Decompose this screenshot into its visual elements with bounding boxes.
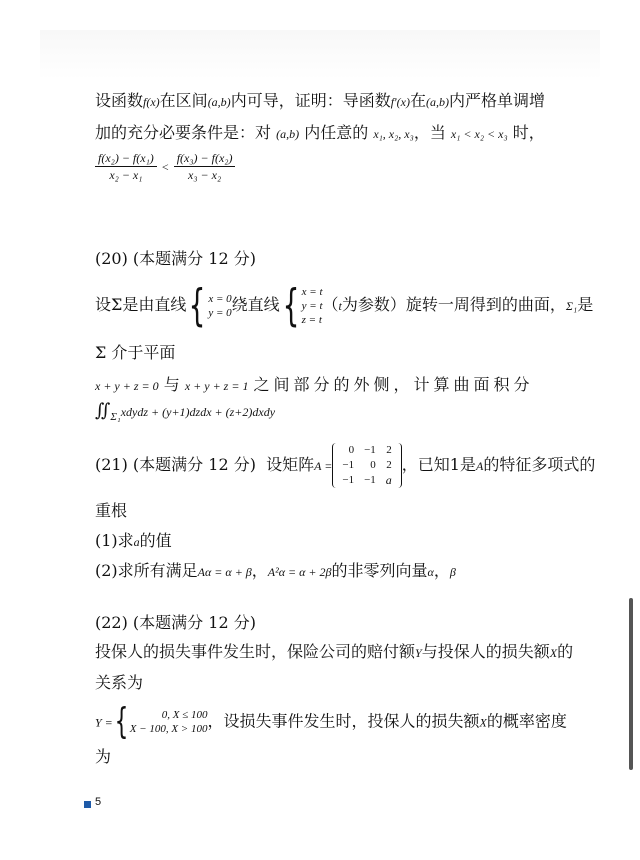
- scrollbar[interactable]: [629, 598, 633, 770]
- fraction-right: $\frac{\text{f(x₃) − f(x₂)}}{\text{x₃ − x₂}}$: [174, 150, 236, 183]
- q21-part-1: (1)求a的值: [95, 531, 172, 550]
- fraction-left: $\frac{\text{f(x₂) − f(x₁)}}{\text{x₂ − x₁}}$: [95, 150, 157, 183]
- q22-line-3: Y ={ 0, X ≤ 100 X − 100, X > 100 ，设损失事件发生时，投保人的损失额X的概率密度: [95, 701, 567, 742]
- q22-piecewise: 0, X ≤ 100 X − 100, X > 100: [129, 709, 208, 735]
- q22-header: (22) (本题满分 12 分): [95, 613, 256, 632]
- matrix-A: 0 −1 2 −1 0 2 −1 −1 a: [332, 443, 401, 488]
- q20-line-2: Σ 介于平面: [95, 343, 176, 362]
- q22-line-4: 为: [95, 747, 112, 766]
- q20-integral: $∬_{\Sigma_1}xdydz$ + (y+1)dzdx + (z+2)dxdy: [95, 400, 276, 424]
- q22-line-2: 关系为: [95, 673, 144, 692]
- page-marker: [84, 801, 91, 808]
- q19-line-2: 加的充分必要条件是：对 (a,b) 内任意的 x₁, x₂, x₃，当 x₁ < x₂ < x₃ 时，: [95, 123, 545, 142]
- q20-line-1: 设Σ是由直线{ x = 0 y = 0 绕直线{ x = t y = t z = t （t为参数）旋转一周得到的曲面，Σ₁是: [95, 279, 594, 331]
- q20-system-1: x = 0 y = 0: [208, 292, 232, 319]
- q19-inequality: $\frac{\text{f(x₂) − f(x₁)}}{\text{x₂ − x₁}}$ < $\frac{\text{f(x₃) − f(x₂)}}{\text{x₃ − x₂}}$: [95, 150, 235, 183]
- page-number: 5: [95, 796, 102, 808]
- q20-header: (20) (本题满分 12 分): [95, 249, 256, 268]
- q22-line-1: 投保人的损失事件发生时，保险公司的赔付额Y与投保人的损失额X的: [95, 642, 574, 661]
- top-fade: [40, 30, 600, 80]
- q21-line-1: (21) (本题满分 12 分) 设矩阵A = 0 −1 2 −1 0 2 −1 −1 a ，已知1是A的特征多项式的: [95, 444, 596, 487]
- q20-system-2: x = t y = t z = t: [301, 285, 323, 326]
- q21-part-2: (2)求所有满足Aα = α + β，A²α = α + 2β的非零列向量α，β: [95, 561, 456, 580]
- q21-line-2: 重根: [95, 501, 128, 520]
- q20-line-3: x + y + z = 0 与 x + y + z = 1 之间部分的外侧，计算曲面积分: [95, 375, 534, 394]
- q19-line-1: 设函数f(x)在区间(a,b)内可导，证明：导函数f′(x)在(a,b)内严格单调增: [95, 91, 546, 110]
